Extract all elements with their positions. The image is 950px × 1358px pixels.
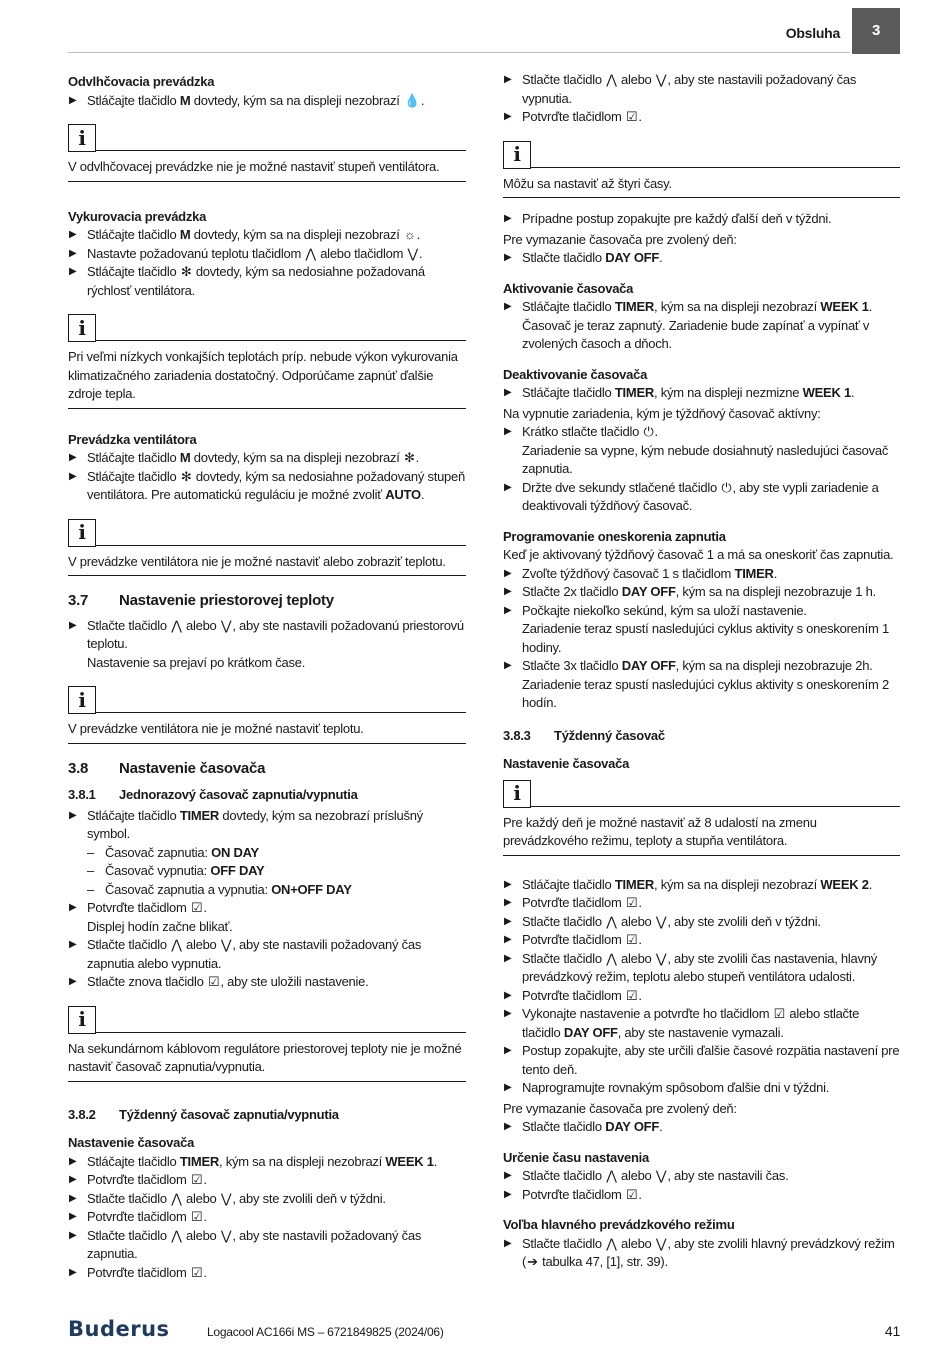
- list-item: ▶ Potvrďte tlačidlom ☑. Displej hodín začne blikať.: [69, 900, 233, 934]
- page-number: 41: [884, 1323, 900, 1339]
- right-column: [503, 71, 900, 1272]
- triangle-bullet-icon: ▶: [504, 1008, 512, 1019]
- document-info: Logacool AC166i MS – 6721849825 (2024/06): [207, 1325, 444, 1339]
- info-note: [68, 312, 466, 409]
- down-arrow-icon: ⋁: [655, 72, 667, 87]
- dash-item: – Časovač zapnutia a vypnutia: ON+OFF DAY: [87, 881, 352, 897]
- delay-programming-title: Programovanie oneskorenia zapnutia: [503, 528, 726, 544]
- up-arrow-icon: ⋀: [606, 1235, 617, 1251]
- triangle-bullet-icon: ▶: [69, 1192, 77, 1204]
- chapter-number: 3: [852, 8, 900, 54]
- triangle-bullet-icon: ▶: [69, 1229, 77, 1241]
- list-item: ▶ Potvrďte tlačidlom ☑.: [503, 108, 900, 127]
- up-arrow-icon: ⋀: [171, 1227, 182, 1243]
- paragraph: Keď je aktivovaný týždňový časovač 1 a má sa oneskoriť čas zapnutia.: [503, 547, 894, 562]
- list-item: ▶ Stlačte tlačidlo ⋀ alebo ⋁, aby ste zvolili deň v týždni.: [68, 1190, 466, 1209]
- list-item: ▶ Počkajte niekoľko sekúnd, kým sa uloží nastavenie. Zariadenie teraz spustí nasledujúci cyklus aktivity s oneskorením 1 hodiny.: [504, 602, 889, 655]
- triangle-bullet-icon: ▶: [69, 976, 77, 987]
- list-item: ▶ Stláčajte tlačidlo TIMER, kým sa na displeji nezobrazí WEEK 2.: [503, 876, 900, 895]
- check-icon: ☑: [190, 1264, 203, 1280]
- info-icon: i: [68, 314, 96, 342]
- heat-mode-title: Vykurovacia prevádzka: [68, 208, 207, 224]
- triangle-bullet-icon: ▶: [504, 567, 512, 579]
- info-note: [68, 517, 466, 577]
- down-arrow-icon: ⋁: [655, 1168, 667, 1183]
- sun-icon: ☼: [403, 227, 416, 242]
- triangle-bullet-icon: ▶: [69, 1155, 77, 1167]
- subsection-label: Nastavenie časovača: [68, 1135, 195, 1150]
- triangle-bullet-icon: ▶: [69, 229, 77, 240]
- triangle-bullet-icon: ▶: [504, 934, 512, 945]
- triangle-bullet-icon: ▶: [504, 1188, 512, 1200]
- triangle-bullet-icon: ▶: [504, 1045, 512, 1056]
- triangle-bullet-icon: ▶: [504, 213, 512, 224]
- info-icon: i: [68, 1006, 96, 1034]
- arrow-right-icon: ➔: [527, 1254, 538, 1269]
- power-icon: ⏻: [721, 479, 732, 495]
- triangle-bullet-icon: ▶: [504, 111, 512, 122]
- list-item: ▶ Stláčajte tlačidlo ✻ dovtedy, kým sa nedosiahne požadovaný stupeň ventilátora. Pre automatickú reguláciu je možné zvoliť AUTO.: [69, 468, 465, 502]
- list-item: ▶ Stlačte tlačidlo ⋀ alebo ⋁, aby ste nastavili čas.: [503, 1167, 900, 1186]
- up-arrow-icon: ⋀: [606, 1168, 617, 1183]
- check-icon: ☑: [625, 932, 638, 947]
- list-item: ▶ Stláčajte tlačidlo M dovtedy, kým sa na displeji nezobrazí ✻.: [68, 449, 466, 468]
- note-text: Môžu sa nastaviť až štyri časy.: [503, 175, 672, 191]
- info-note: [68, 122, 466, 182]
- triangle-bullet-icon: ▶: [504, 481, 512, 493]
- paragraph: Pre vymazanie časovača pre zvolený deň:: [503, 231, 737, 247]
- dash-item: – Časovač zapnutia: ON DAY: [87, 844, 259, 860]
- check-icon: ☑: [625, 1186, 638, 1202]
- list-item: ▶ Stláčajte tlačidlo TIMER, kým sa na displeji nezobrazí WEEK 1.: [68, 1153, 466, 1172]
- info-icon: i: [68, 686, 96, 714]
- info-icon: i: [503, 780, 531, 808]
- section-heading: 3.7 Nastavenie priestorovej teploty: [68, 592, 334, 609]
- subsection-heading: 3.8.2 Týždenný časovač zapnutia/vypnutia: [68, 1106, 339, 1122]
- list-item: ▶ Potvrďte tlačidlom ☑.: [503, 987, 900, 1006]
- list-item: ▶ Krátko stlačte tlačidlo ⏻. Zariadenie sa vypne, kým nebude dosiahnutý nasledujúci časovač zapnutia.: [504, 424, 889, 476]
- fan-icon: ✻: [180, 468, 192, 484]
- up-arrow-icon: ⋀: [171, 1190, 182, 1206]
- down-arrow-icon: ⋁: [655, 913, 667, 929]
- info-note: [68, 1004, 466, 1082]
- triangle-bullet-icon: ▶: [504, 897, 512, 908]
- triangle-bullet-icon: ▶: [69, 94, 77, 106]
- triangle-bullet-icon: ▶: [69, 809, 77, 821]
- list-item: ▶ Zvoľte týždňový časovač 1 s tlačidlom TIMER.: [503, 565, 900, 584]
- note-text: Pre každý deň je možné nastaviť až 8 udalostí na zmenu prevádzkového režimu, teploty a stupňa ventilátora.: [503, 814, 817, 848]
- up-arrow-icon: ⋀: [606, 913, 617, 929]
- triangle-bullet-icon: ▶: [504, 1170, 512, 1181]
- brand-logo: Buderus: [68, 1317, 170, 1341]
- list-item: ▶ Stláčajte tlačidlo M dovtedy, kým sa na displeji nezobrazí ☼.: [68, 226, 466, 245]
- list-item: ▶ Stlačte tlačidlo ⋀ alebo ⋁, aby ste nastavili požadovanú priestorovú teplotu. Nastavenie sa prejaví po krátkom čase.: [69, 617, 464, 670]
- list-item: ▶ Stlačte tlačidlo ⋀ alebo ⋁, aby ste nastavili požadovaný čas vypnutia.: [504, 72, 857, 106]
- triangle-bullet-icon: ▶: [69, 902, 77, 913]
- fan-icon: ✻: [180, 264, 192, 279]
- list-item: ▶ Držte dve sekundy stlačené tlačidlo ⏻, aby ste vypli zariadenie a deaktivovali týždňový časovač.: [504, 479, 879, 513]
- dry-mode-title: Odvlhčovacia prevádzka: [68, 74, 215, 89]
- check-icon: ☑: [190, 1172, 203, 1187]
- triangle-bullet-icon: ▶: [504, 252, 512, 263]
- list-item: ▶ Stlačte tlačidlo ⋀ alebo ⋁, aby ste zvolili deň v týždni.: [503, 913, 900, 932]
- header-title: Obsluha: [785, 25, 840, 41]
- triangle-bullet-icon: ▶: [69, 266, 77, 277]
- check-icon: ☑: [625, 109, 638, 124]
- paragraph: Na vypnutie zariadenia, kým je týždňový časovač aktívny:: [503, 405, 821, 421]
- info-note: [503, 778, 900, 856]
- triangle-bullet-icon: ▶: [504, 660, 512, 671]
- list-item: ▶ Stláčajte tlačidlo M dovtedy, kým sa na displeji nezobrazí 💧.: [68, 92, 466, 111]
- note-text: V odvlhčovacej prevádzke nie je možné nastaviť stupeň ventilátora.: [68, 159, 440, 174]
- list-item: ▶ Potvrďte tlačidlom ☑.: [68, 1171, 466, 1190]
- list-item: ▶ Potvrďte tlačidlom ☑.: [503, 1186, 900, 1205]
- up-arrow-icon: ⋀: [171, 617, 182, 633]
- list-item: ▶ Stlačte 2x tlačidlo DAY OFF, kým sa na displeji nezobrazuje 1 h.: [503, 583, 900, 602]
- triangle-bullet-icon: ▶: [504, 426, 512, 437]
- triangle-bullet-icon: ▶: [504, 387, 512, 398]
- down-arrow-icon: ⋁: [655, 1235, 667, 1251]
- down-arrow-icon: ⋁: [407, 245, 418, 261]
- triangle-bullet-icon: ▶: [69, 1211, 77, 1222]
- list-item: ▶ Postup zopakujte, aby ste určili ďalšie časové rozpätia nastavení pre tento deň.: [504, 1043, 900, 1077]
- fan-icon: ✻: [403, 450, 415, 465]
- triangle-bullet-icon: ▶: [504, 301, 512, 312]
- list-item: ▶ Potvrďte tlačidlom ☑.: [68, 1208, 466, 1227]
- triangle-bullet-icon: ▶: [69, 452, 77, 463]
- fan-mode-title: Prevádzka ventilátora: [68, 431, 197, 447]
- activate-timer-title: Aktivovanie časovača: [503, 280, 634, 296]
- up-arrow-icon: ⋀: [606, 950, 617, 966]
- info-icon: i: [68, 519, 96, 547]
- note-text: V prevádzke ventilátora nie je možné nastaviť teplotu.: [68, 721, 364, 736]
- triangle-bullet-icon: ▶: [504, 586, 512, 597]
- triangle-bullet-icon: ▶: [504, 915, 512, 927]
- down-arrow-icon: ⋁: [220, 617, 232, 633]
- list-item: ▶ Potvrďte tlačidlom ☑.: [503, 931, 900, 950]
- paragraph: Pre vymazanie časovača pre zvolený deň:: [503, 1100, 737, 1116]
- list-item: ▶ Nastavte požadovanú teplotu tlačidlom ⋀ alebo tlačidlom ⋁.: [68, 245, 466, 264]
- list-item: ▶ Stláčajte tlačidlo ✻ dovtedy, kým sa nedosiahne požadovaná rýchlosť ventilátora.: [69, 264, 425, 298]
- header-rule: [68, 52, 850, 53]
- check-icon: ☑: [190, 900, 203, 915]
- list-item: ▶ Stlačte tlačidlo ⋀ alebo ⋁, aby ste nastavili požadovaný čas zapnutia.: [69, 1227, 422, 1261]
- list-item: ▶ Potvrďte tlačidlom ☑.: [68, 1264, 466, 1283]
- note-text: V prevádzke ventilátora nie je možné nastaviť alebo zobraziť teplotu.: [68, 553, 446, 569]
- dash-item: – Časovač vypnutia: OFF DAY: [87, 863, 265, 878]
- info-icon: i: [68, 124, 96, 152]
- triangle-bullet-icon: ▶: [69, 619, 77, 631]
- list-item: ▶ Prípadne postup zopakujte pre každý ďalší deň v týždni.: [503, 210, 900, 229]
- triangle-bullet-icon: ▶: [504, 952, 512, 964]
- info-icon: i: [503, 141, 531, 169]
- up-arrow-icon: ⋀: [305, 245, 316, 261]
- triangle-bullet-icon: ▶: [504, 1121, 512, 1132]
- list-item: ▶ Stlačte tlačidlo DAY OFF.: [503, 249, 900, 268]
- triangle-bullet-icon: ▶: [69, 1174, 77, 1185]
- list-item: ▶ Stlačte 3x tlačidlo DAY OFF, kým sa na displeji nezobrazuje 2h. Zariadenie teraz spustí nasledujúci cyklus aktivity s oneskorením 2 hodín.: [504, 658, 889, 710]
- triangle-bullet-icon: ▶: [504, 989, 512, 1001]
- triangle-bullet-icon: ▶: [69, 1266, 77, 1278]
- power-icon: ⏻: [643, 424, 654, 439]
- triangle-bullet-icon: ▶: [504, 74, 512, 85]
- note-text: Na sekundárnom káblovom regulátore priestorovej teploty nie je možné nastaviť časovač zapnutia/vypnutia.: [68, 1040, 462, 1074]
- list-item: ▶ Stlačte tlačidlo ⋀ alebo ⋁, aby ste zvolili čas nastavenia, hlavný prevádzkový režim, teplotu alebo stupeň ventilátora udalosti.: [504, 950, 877, 984]
- list-item: ▶ Potvrďte tlačidlom ☑.: [503, 894, 900, 913]
- down-arrow-icon: ⋁: [220, 1227, 232, 1243]
- note-text: Pri veľmi nízkych vonkajších teplotách príp. nebude výkon vykurovania klimatizačného zariadenia dostatočný. Odporúčame zapnúť ďalšie zdroje tepla.: [68, 349, 458, 401]
- check-icon: ☑: [190, 1209, 203, 1224]
- section-heading: 3.8 Nastavenie časovača: [68, 759, 266, 777]
- down-arrow-icon: ⋁: [655, 950, 667, 966]
- main-mode-title: Voľba hlavného prevádzkového režimu: [503, 1217, 735, 1232]
- triangle-bullet-icon: ▶: [504, 1082, 512, 1093]
- triangle-bullet-icon: ▶: [504, 604, 512, 616]
- list-item: ▶ Stlačte tlačidlo ⋀ alebo ⋁, aby ste nastavili požadovaný čas zapnutia alebo vypnutia.: [69, 937, 422, 971]
- list-item: ▶ Vykonajte nastavenie a potvrďte ho tlačidlom ☑ alebo stlačte tlačidlo DAY OFF, aby ste nastavenie vymazali.: [504, 1006, 860, 1040]
- down-arrow-icon: ⋁: [220, 937, 232, 952]
- list-item: ▶ Stláčajte tlačidlo TIMER, kým na displeji nezmizne WEEK 1.: [503, 384, 900, 403]
- deactivate-timer-title: Deaktivovanie časovača: [503, 366, 648, 382]
- left-column: [68, 71, 466, 1282]
- list-item: ▶ Stláčajte tlačidlo TIMER dovtedy, kým sa nezobrazí príslušný symbol.: [69, 807, 423, 841]
- triangle-bullet-icon: ▶: [504, 1237, 512, 1249]
- list-item: ▶ Stláčajte tlačidlo TIMER, kým sa na displeji nezobrazí WEEK 1. Časovač je teraz zapnutý. Zariadenie bude zapínať a vypínať v zvolených časoch a dňoch.: [504, 299, 873, 351]
- triangle-bullet-icon: ▶: [69, 470, 77, 482]
- check-icon: ☑: [207, 974, 220, 989]
- drop-icon: 💧: [403, 92, 420, 108]
- triangle-bullet-icon: ▶: [69, 939, 77, 950]
- list-item: ▶ Naprogramujte rovnakým spôsobom ďalšie dni v týždni.: [503, 1079, 900, 1098]
- list-item: ▶ Stlačte tlačidlo ⋀ alebo ⋁, aby ste zvolili hlavný prevádzkový režim (➔ tabulka 47, [1], str. 39).: [503, 1235, 900, 1272]
- down-arrow-icon: ⋁: [220, 1190, 232, 1206]
- info-note: [503, 139, 900, 199]
- up-arrow-icon: ⋀: [171, 937, 182, 952]
- subsection-heading: 3.8.1 Jednorazový časovač zapnutia/vypnutia: [68, 787, 358, 802]
- up-arrow-icon: ⋀: [606, 72, 617, 87]
- list-item: ▶ Stlačte znova tlačidlo ☑, aby ste uložili nastavenie.: [68, 973, 466, 992]
- triangle-bullet-icon: ▶: [69, 247, 77, 259]
- time-setting-title: Určenie času nastavenia: [503, 1149, 649, 1165]
- info-note: [68, 684, 466, 744]
- check-icon: ☑: [625, 895, 638, 910]
- subsection-heading: 3.8.3 Týždenný časovač: [503, 727, 665, 743]
- list-item: ▶ Stlačte tlačidlo DAY OFF.: [503, 1118, 900, 1137]
- check-icon: ☑: [773, 1006, 786, 1021]
- check-icon: ☑: [625, 987, 638, 1003]
- subsection-label: Nastavenie časovača: [503, 756, 630, 771]
- triangle-bullet-icon: ▶: [504, 878, 512, 890]
